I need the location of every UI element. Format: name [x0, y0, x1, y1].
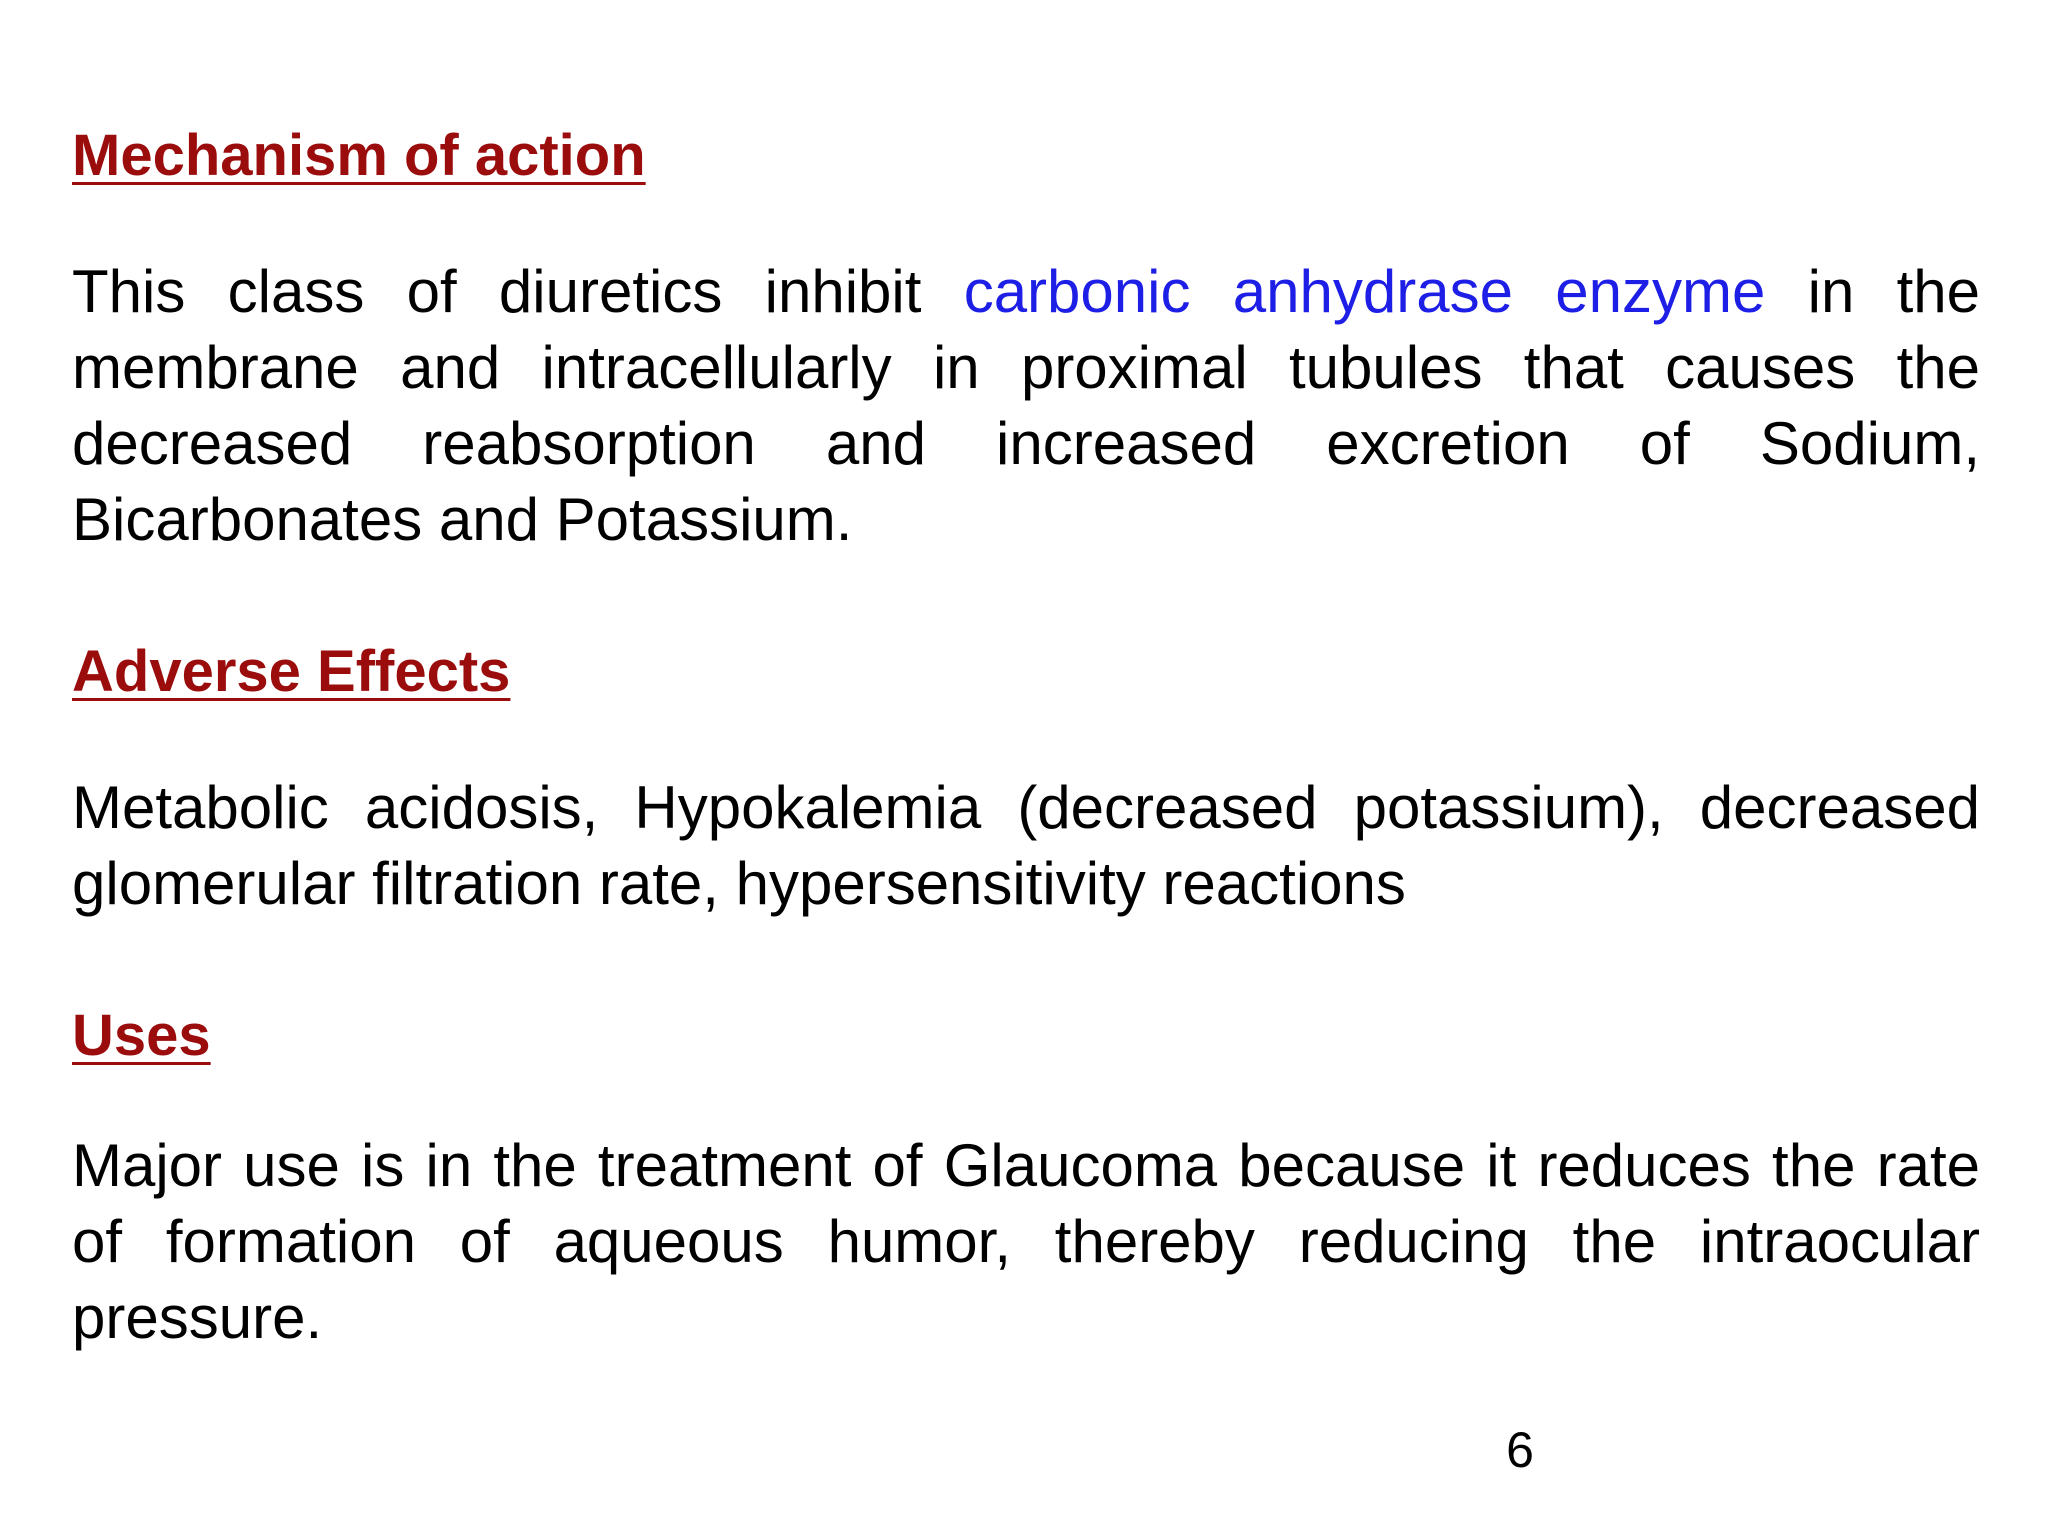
paragraph-adverse-effects: Metabolic acidosis, Hypokalemia (decreased potassium), decreased glomerular filtration rate, hypersensitivity reactions	[72, 774, 1980, 917]
heading-uses: Uses	[72, 1003, 211, 1068]
heading-adverse-effects: Adverse Effects	[72, 639, 511, 704]
paragraph-mechanism	[72, 254, 1980, 558]
page-number: 6	[1506, 1422, 1534, 1478]
paragraph-uses: Major use is in the treatment of Glaucoma because it reduces the rate of formation of aqueous humor, thereby reducing the intraocular pressure.	[72, 1132, 1980, 1351]
heading-mechanism-of-action: Mechanism of action	[72, 123, 646, 188]
mechanism-text-before: This class of diuretics inhibit	[72, 258, 964, 325]
highlight-carbonic-anhydrase: carbonic anhydrase enzyme	[963, 258, 1766, 325]
mechanism-text-after: in the membrane and intracellularly in proximal tubules that causes the decreased reabsorption and increased excretion of Sodium, Bicarbonates and Potassium.	[72, 258, 1980, 553]
